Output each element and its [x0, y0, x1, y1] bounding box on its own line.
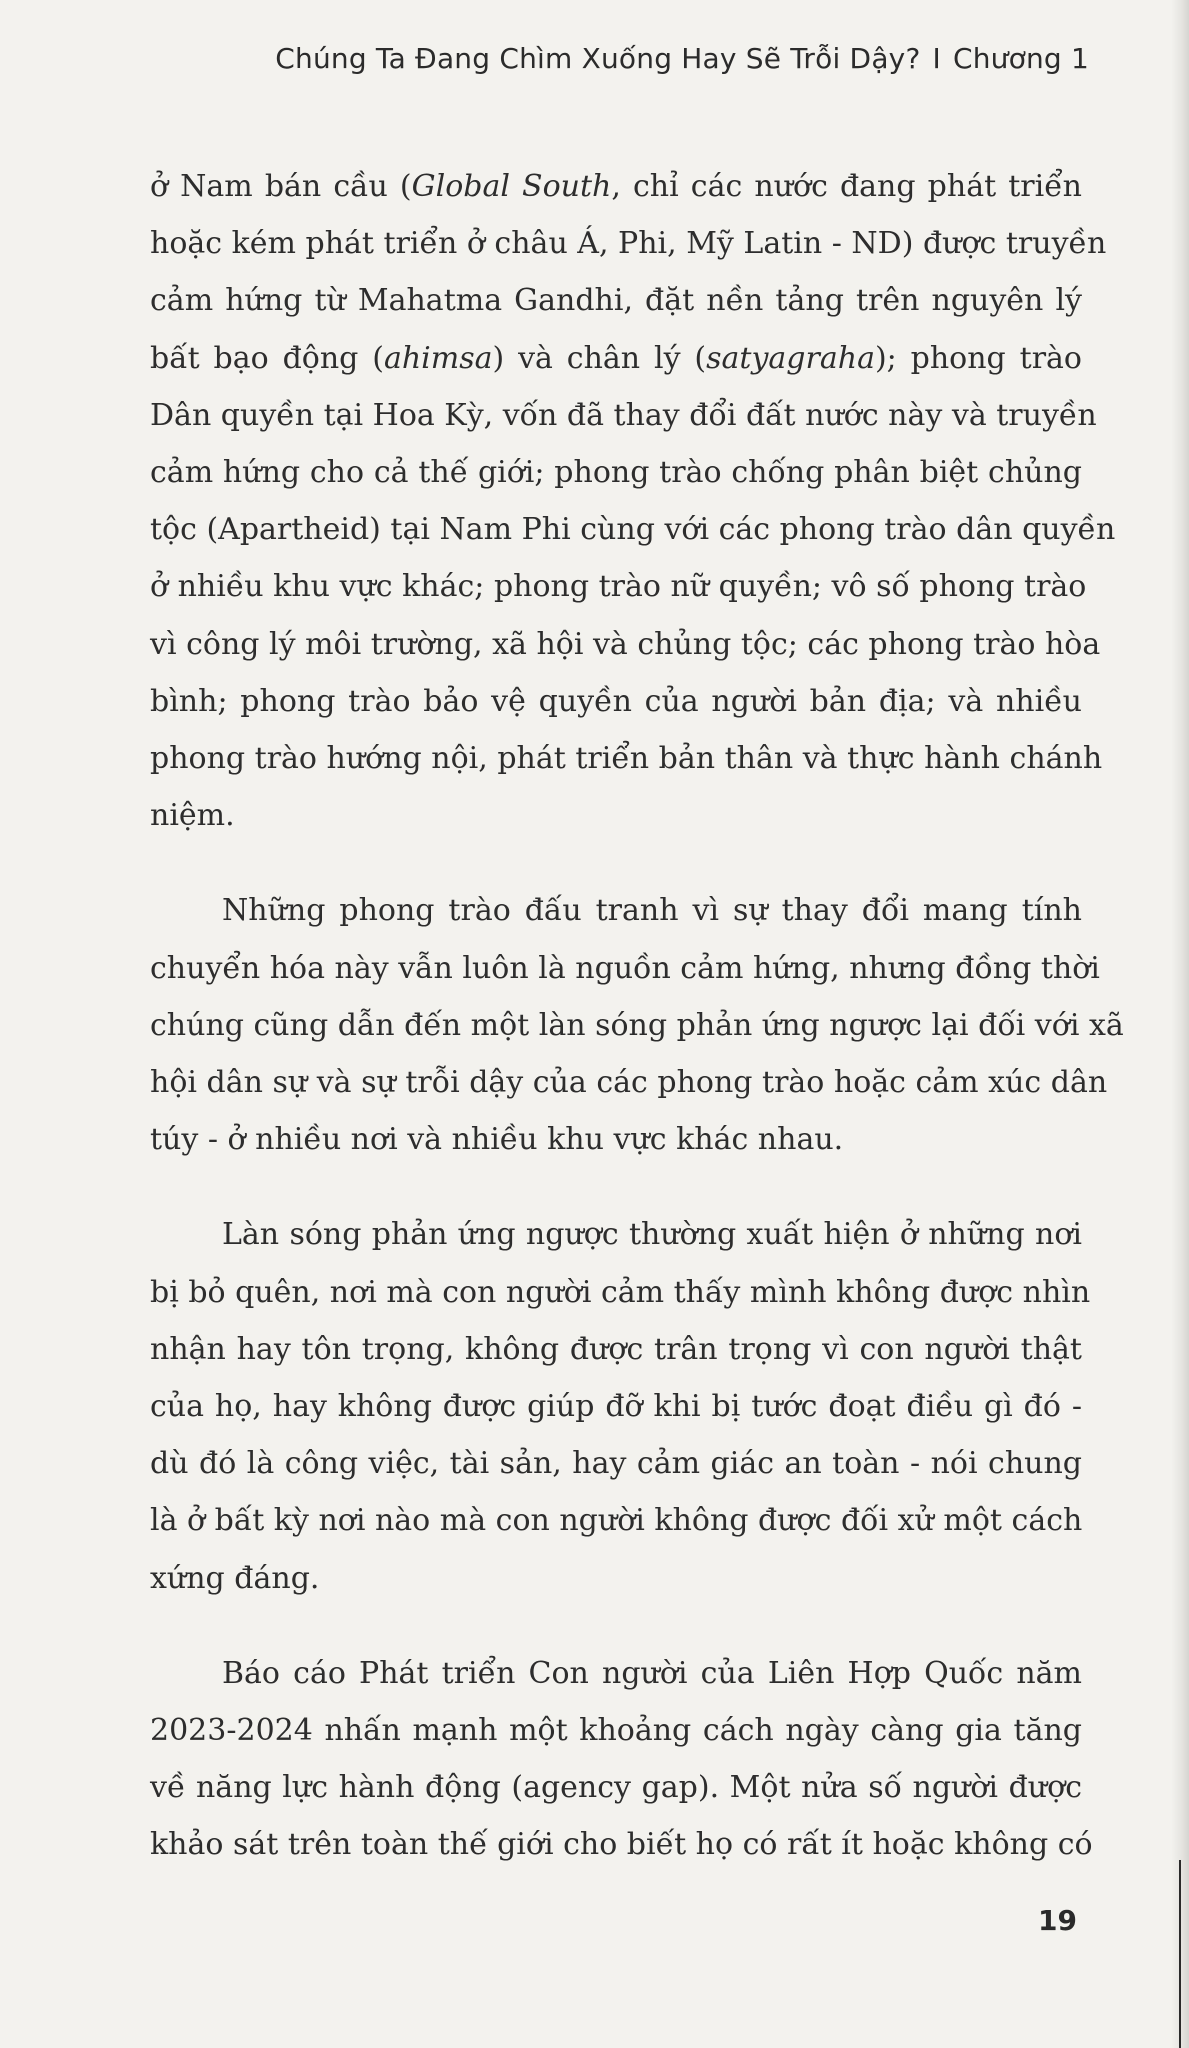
text-line: [150, 1816, 1093, 1873]
text-line: [150, 730, 1103, 787]
paragraph-gap: [150, 1607, 1082, 1645]
header-book-title: Chúng Ta Đang Chìm Xuống Hay Sẽ Trỗi Dậy?: [275, 42, 921, 75]
text-line: [150, 558, 1087, 615]
text-segment: Làn sóng phản ứng ngược thường xuất hiện ở những nơi: [222, 1217, 1082, 1253]
text-line: [150, 1492, 1082, 1549]
page-edge-line: [1179, 1860, 1181, 2048]
text-segment: cảm hứng cho cả thế giới; phong trào chống phân biệt chủng: [150, 455, 1082, 491]
text-segment: hoặc kém phát triển ở châu Á, Phi, Mỹ Latin - ND) được truyền: [150, 226, 1107, 262]
page-number: 19: [1038, 1904, 1077, 1937]
text-line: [150, 158, 1082, 215]
text-segment: của họ, hay không được giúp đỡ khi bị tước đoạt điều gì đó -: [150, 1389, 1082, 1425]
text-segment: chúng cũng dẫn đến một làn sóng phản ứng ngược lại đối với xã: [150, 1007, 1124, 1043]
text-segment: ở nhiều khu vực khác; phong trào nữ quyền; vô số phong trào: [150, 569, 1087, 605]
text-line: [150, 444, 1082, 501]
text-segment: 2023-2024 nhấn mạnh một khoảng cách ngày càng gia tăng: [150, 1713, 1082, 1749]
header-separator: I: [932, 42, 941, 75]
text-segment: túy - ở nhiều nơi và nhiều khu vực khác nhau.: [150, 1122, 844, 1158]
text-segment: chuyển hóa này vẫn luôn là nguồn cảm hứng, nhưng đồng thời: [150, 950, 1100, 986]
text-segment: hội dân sự và sự trỗi dậy của các phong trào hoặc cảm xúc dân: [150, 1065, 1108, 1101]
text-segment: khảo sát trên toàn thế giới cho biết họ có rất ít hoặc không có: [150, 1827, 1093, 1863]
text-segment: Báo cáo Phát triển Con người của Liên Hợp Quốc năm: [222, 1655, 1082, 1691]
paragraph-1: [150, 158, 1116, 844]
text-segment: ); phong trào: [874, 340, 1082, 376]
text-segment: là ở bất kỳ nơi nào mà con người không được đối xử một cách: [150, 1503, 1083, 1539]
page-edge-shadow: [1171, 0, 1189, 2048]
text-line: [150, 330, 1082, 387]
text-line: [150, 1054, 1108, 1111]
text-segment: xứng đáng.: [150, 1560, 320, 1596]
italic-term: Global South: [411, 169, 612, 204]
text-segment: về năng lực hành động (agency gap). Một nửa số người được: [150, 1770, 1082, 1806]
text-segment: ) và chân lý (: [492, 340, 707, 376]
text-segment: Dân quyền tại Hoa Kỳ, vốn đã thay đổi đất nước này và truyền: [150, 397, 1097, 433]
paragraph-gap: [150, 1168, 1082, 1206]
text-segment: niệm.: [150, 798, 235, 834]
text-segment: bị bỏ quên, nơi mà con người cảm thấy mình không được nhìn: [150, 1274, 1091, 1310]
text-line: [150, 1264, 1091, 1321]
text-line: [150, 272, 1082, 329]
text-segment: vì công lý môi trường, xã hội và chủng tộc; các phong trào hòa: [150, 626, 1101, 662]
text-segment: Những phong trào đấu tranh vì sự thay đổi mang tính: [222, 893, 1082, 929]
text-segment: cảm hứng từ Mahatma Gandhi, đặt nền tảng trên nguyên lý: [150, 283, 1082, 319]
text-line: [150, 387, 1097, 444]
header-chapter: Chương 1: [952, 42, 1089, 75]
body-text: [150, 158, 1124, 1874]
text-line: [150, 1435, 1082, 1492]
text-line: [150, 1111, 1082, 1168]
text-line: [150, 616, 1101, 673]
text-line: [150, 1645, 1082, 1702]
italic-term: ahimsa: [383, 340, 493, 376]
running-header: [275, 42, 1089, 75]
text-line: [150, 940, 1100, 997]
text-line: [150, 1321, 1082, 1378]
text-segment: nhận hay tôn trọng, không được trân trọng vì con người thật: [150, 1331, 1082, 1367]
text-segment: tộc (Apartheid) tại Nam Phi cùng với các phong trào dân quyền: [150, 512, 1116, 548]
text-line: [150, 997, 1124, 1054]
text-segment: , chỉ các nước đang phát triển: [611, 169, 1083, 204]
text-line: [150, 215, 1107, 272]
paragraph-gap: [150, 844, 1082, 882]
text-line: [150, 501, 1116, 558]
text-line: [150, 882, 1082, 939]
text-line: [150, 1702, 1082, 1759]
text-segment: dù đó là công việc, tài sản, hay cảm giác an toàn - nói chung: [150, 1446, 1082, 1482]
paragraph-4: [150, 1645, 1093, 1874]
text-line: [150, 1550, 1082, 1607]
text-segment: bình; phong trào bảo vệ quyền của người bản địa; và nhiều: [150, 683, 1082, 719]
text-line: [150, 787, 1082, 844]
text-line: [150, 1378, 1082, 1435]
text-segment: ở Nam bán cầu (: [150, 169, 412, 204]
text-segment: bất bạo động (: [150, 340, 384, 376]
paragraph-2: [150, 882, 1124, 1168]
text-line: [150, 1759, 1082, 1816]
text-line: [150, 1206, 1082, 1263]
text-line: [150, 673, 1082, 730]
text-segment: phong trào hướng nội, phát triển bản thân và thực hành chánh: [150, 741, 1103, 777]
italic-term: satyagraha: [706, 340, 875, 376]
paragraph-3: [150, 1206, 1091, 1606]
